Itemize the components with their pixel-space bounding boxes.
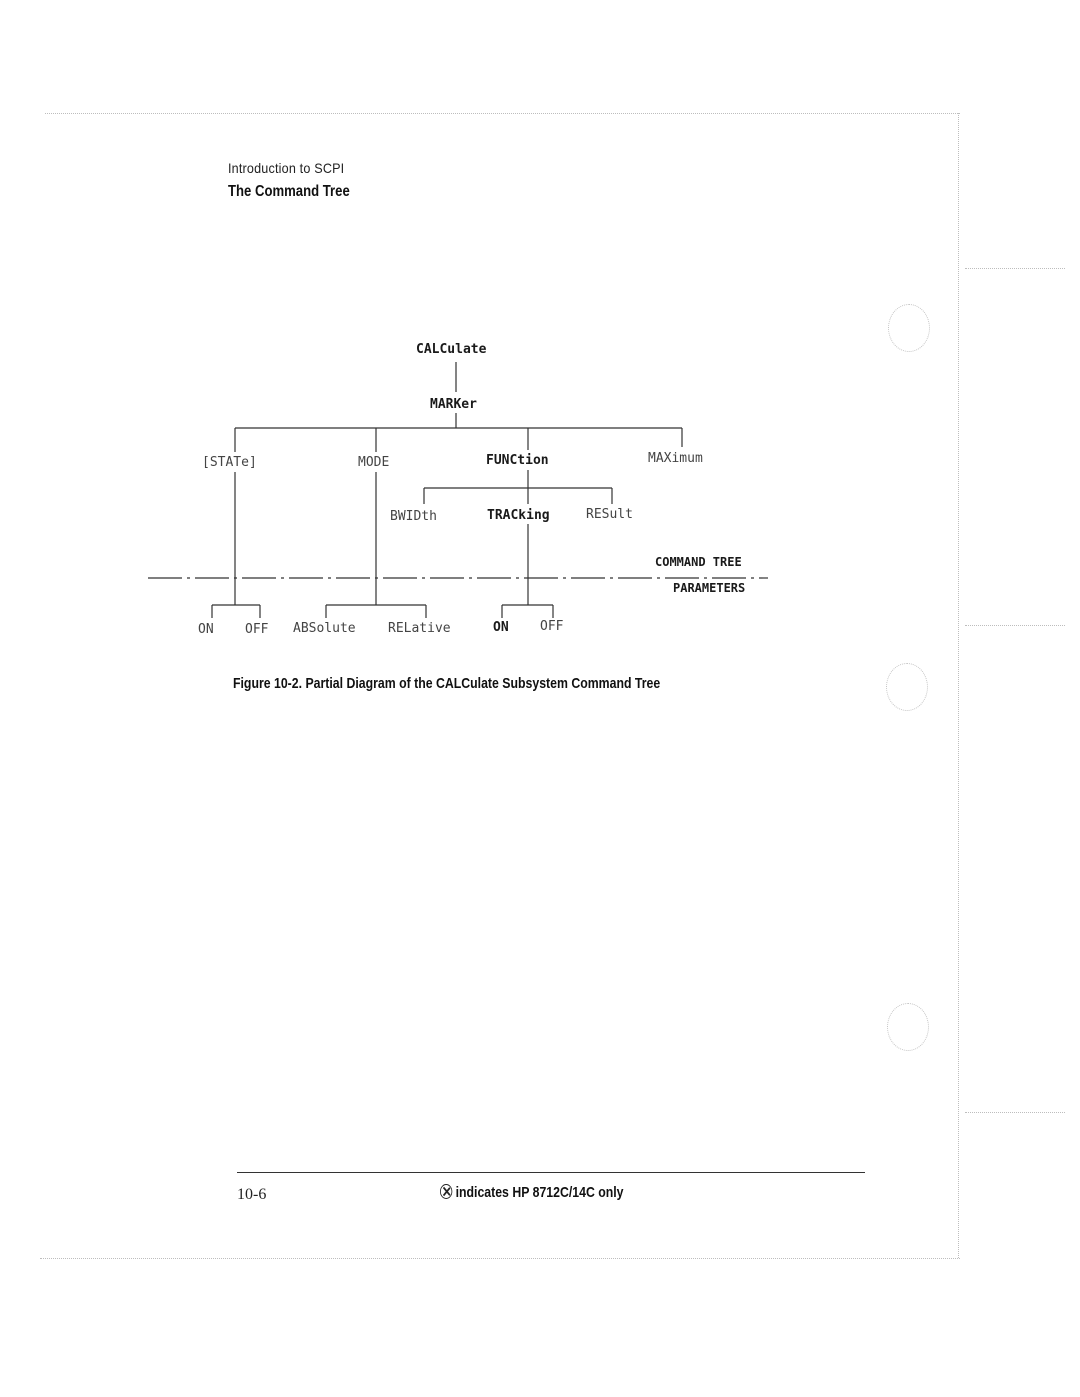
label-command-tree: COMMAND TREE (655, 555, 742, 569)
param-mode-relative: RELative (388, 621, 451, 636)
node-tracking: TRACking (487, 508, 550, 523)
page-title: The Command Tree (228, 183, 350, 200)
node-marker: MARKer (430, 397, 477, 412)
section-label: Introduction to SCPI (228, 160, 345, 176)
page-number: 10-6 (237, 1186, 267, 1203)
footer-note-text: indicates HP 8712C/14C only (455, 1184, 624, 1201)
node-bwidth: BWIDth (390, 509, 437, 524)
node-maximum: MAXimum (648, 451, 703, 466)
node-calculate: CALCulate (416, 342, 487, 357)
param-state-on: ON (198, 622, 214, 637)
tab-mark-3 (965, 1112, 1065, 1113)
node-function: FUNCtion (486, 453, 549, 468)
label-parameters: PARAMETERS (673, 581, 746, 595)
asterisk-circle-icon (440, 1184, 452, 1199)
param-tracking-off: OFF (540, 619, 564, 634)
node-state: [STATe] (202, 455, 257, 470)
node-result: RESult (586, 507, 633, 522)
param-mode-absolute: ABSolute (293, 621, 356, 636)
param-state-off: OFF (245, 622, 269, 637)
binder-hole-3 (887, 1003, 929, 1051)
footer-note (440, 1184, 624, 1201)
figure-caption: Figure 10-2. Partial Diagram of the CALCulate Subsystem Command Tree (233, 675, 661, 692)
param-tracking-on: ON (493, 620, 509, 635)
node-mode: MODE (358, 455, 390, 470)
scan-edge-bottom (40, 1258, 960, 1259)
footer-rule (237, 1172, 865, 1173)
